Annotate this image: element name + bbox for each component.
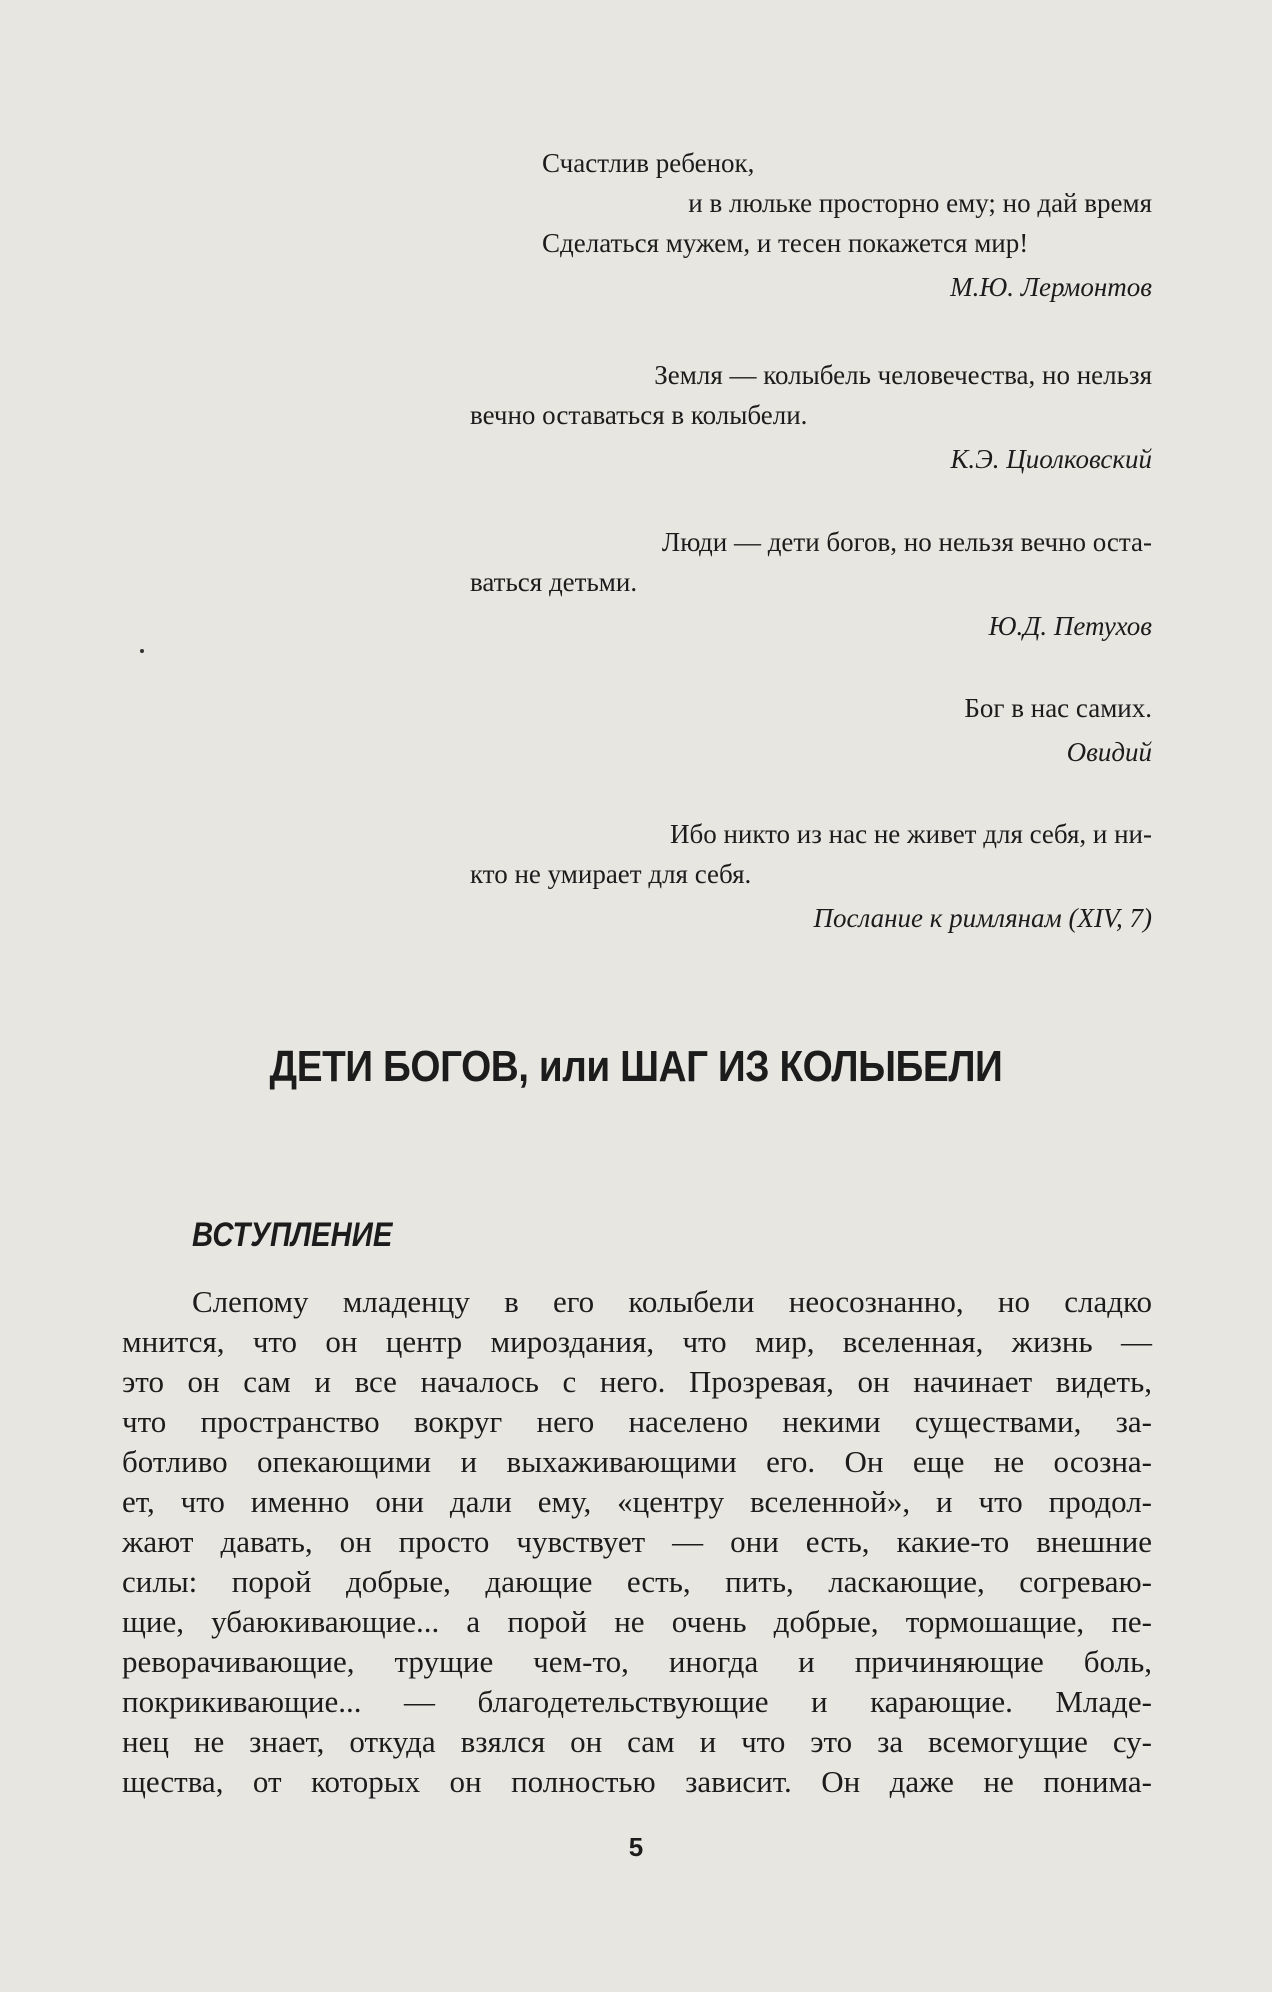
- epigraph-lermontov: [470, 143, 1152, 307]
- epigraph-line: вечно оставаться в колыбели.: [470, 400, 808, 430]
- epigraph-line: Счастлив ребенок,: [542, 148, 755, 178]
- epigraph-line: Люди — дети богов, но нельзя вечно оста-: [661, 527, 1152, 557]
- epigraph-tsiolkovsky: [470, 355, 1152, 479]
- page-number: 5: [628, 1832, 644, 1862]
- section-title: ВСТУПЛЕНИЕ: [192, 1216, 393, 1254]
- epigraph-romans: [470, 814, 1152, 938]
- epigraph-author: Послание к римлянам (XIV, 7): [813, 903, 1152, 933]
- epigraph-line: Ибо никто из нас не живет для себя, и ни-: [669, 819, 1152, 849]
- body-line: щие, убаюкивающие... а порой не очень добрые, тормошащие, пе-: [122, 1604, 1152, 1639]
- epigraph-line: кто не умирает для себя.: [470, 859, 752, 889]
- epigraph-line: Бог в нас самих.: [964, 693, 1152, 723]
- epigraph-author: М.Ю. Лермонтов: [950, 272, 1152, 302]
- body-line: реворачивающие, трущие чем-то, иногда и причиняющие боль,: [122, 1644, 1152, 1679]
- body-line: ет, что именно они дали ему, «центру вселенной», и что продол-: [122, 1484, 1152, 1519]
- body-line: Слепому младенцу в его колыбели неосознанно, но сладко: [192, 1284, 1152, 1319]
- epigraph-line: Сделаться мужем, и тесен покажется мир!: [542, 228, 1029, 258]
- epigraph-ovid: [470, 688, 1152, 772]
- body-line: что пространство вокруг него населено некими существами, за-: [122, 1404, 1152, 1439]
- body-text: [122, 1282, 1152, 1802]
- epigraph-line: и в люльке просторно ему; но дай время: [688, 188, 1152, 218]
- speck-mark: [140, 649, 144, 653]
- body-line: мнится, что он центр мироздания, что мир, вселенная, жизнь —: [122, 1324, 1152, 1359]
- epigraph-author: Ю.Д. Петухов: [988, 611, 1152, 641]
- body-line: это он сам и все началось с него. Прозревая, он начинает видеть,: [122, 1364, 1152, 1399]
- body-line: жают давать, он просто чувствует — они есть, какие-то внешние: [122, 1524, 1152, 1559]
- body-line: силы: порой добрые, дающие есть, пить, ласкающие, согреваю-: [122, 1564, 1152, 1599]
- chapter-title: ДЕТИ БОГОВ, или ШАГ ИЗ КОЛЫБЕЛИ: [269, 1042, 1003, 1091]
- body-line: ботливо опекающими и выхаживающими его. Он еще не осозна-: [122, 1444, 1152, 1479]
- epigraph-line: ваться детьми.: [470, 567, 638, 597]
- epigraph-author: Овидий: [1066, 737, 1152, 767]
- body-line: нец не знает, откуда взялся он сам и что это за всемогущие су-: [122, 1724, 1152, 1759]
- epigraph-line: Земля — колыбель человечества, но нельзя: [654, 360, 1152, 390]
- body-line: щества, от которых он полностью зависит. Он даже не понима-: [122, 1764, 1152, 1799]
- epigraph-author: К.Э. Циолковский: [950, 444, 1152, 474]
- epigraph-petukhov: [470, 522, 1152, 646]
- body-line: покрикивающие... — благодетельствующие и карающие. Младе-: [122, 1684, 1152, 1719]
